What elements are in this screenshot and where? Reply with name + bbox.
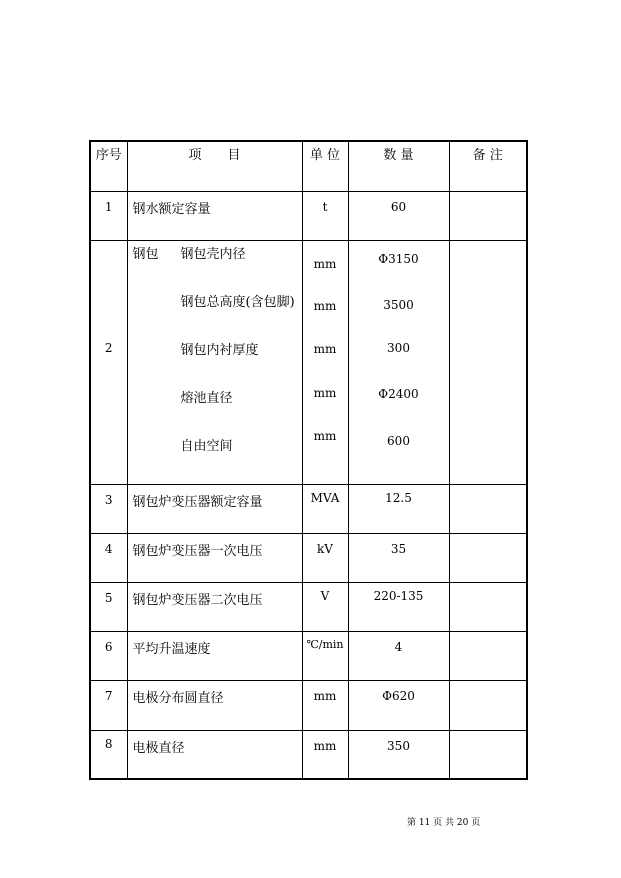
- row-no: 3: [104, 492, 113, 507]
- row-unit: t: [322, 199, 328, 214]
- sub-item-label: 钢包内衬厚度: [180, 342, 259, 358]
- row-no: 4: [104, 541, 113, 556]
- header-qty: 数 量: [348, 141, 449, 191]
- row-no: 6: [104, 639, 113, 654]
- sub-item-unit: mm: [313, 256, 337, 271]
- table-row: [90, 191, 527, 240]
- sub-item-unit: mm: [313, 428, 337, 443]
- sub-item-unit: mm: [313, 341, 337, 356]
- row-unit: V: [320, 588, 330, 603]
- row-qty: 35: [390, 541, 407, 556]
- row-note: [449, 484, 527, 533]
- row-item: 电极分布圆直径: [132, 690, 224, 706]
- table-row: [90, 730, 527, 779]
- table-row: [90, 631, 527, 680]
- sub-item-qty: 300: [387, 340, 410, 355]
- row-qty: 60: [390, 199, 407, 214]
- sub-item-qty: 3500: [383, 297, 414, 312]
- row-item: 钢包炉变压器二次电压: [132, 592, 263, 608]
- row-note: [449, 582, 527, 631]
- sub-item-label: 熔池直径: [180, 390, 233, 406]
- row-item: 平均升温速度: [132, 641, 211, 657]
- row-unit: mm: [313, 688, 337, 703]
- row-item: 钢包炉变压器额定容量: [132, 494, 263, 510]
- page-number: 第 11 页 共 20 页: [407, 818, 481, 828]
- row-item: 钢水额定容量: [132, 201, 211, 217]
- table-row: [90, 533, 527, 582]
- sub-item-qty: 600: [387, 433, 410, 448]
- header-unit: 单 位: [302, 141, 348, 191]
- sub-item-unit: mm: [313, 385, 337, 400]
- row-note: [449, 631, 527, 680]
- row-no: 5: [104, 590, 113, 605]
- row-no: 7: [104, 688, 113, 703]
- row-note: [449, 191, 527, 240]
- sub-item-qty: Φ3150: [378, 251, 419, 266]
- row-qty: Φ620: [382, 688, 415, 703]
- header-note: 备 注: [449, 141, 527, 191]
- sub-item-label: 钢包总高度(含包脚): [180, 294, 295, 310]
- row-item: 电极直径: [132, 740, 185, 756]
- table-row: [90, 240, 527, 484]
- sub-item-unit: mm: [313, 298, 337, 313]
- row-unit: mm: [313, 738, 337, 753]
- row-note: [449, 240, 527, 484]
- sub-item-label: 钢包壳内径: [180, 246, 246, 262]
- row-no: 1: [104, 199, 113, 214]
- table-row: [90, 582, 527, 631]
- row-unit: kV: [317, 541, 333, 556]
- header-item: 项 目: [127, 141, 302, 191]
- parameter-table: [89, 140, 528, 780]
- row-item: 钢包炉变压器一次电压: [132, 543, 263, 559]
- table-header-row: [90, 141, 527, 191]
- row-unit: ℃/min: [306, 637, 344, 651]
- sub-item-label: 自由空间: [180, 438, 233, 454]
- row-qty: 350: [387, 738, 410, 753]
- sub-item-qty: Φ2400: [378, 386, 419, 401]
- row-unit: MVA: [310, 490, 340, 505]
- row-note: [449, 730, 527, 779]
- row-note: [449, 533, 527, 582]
- row-no: 8: [104, 736, 113, 751]
- header-no: 序号: [90, 141, 127, 191]
- ladle-sub-items: [133, 241, 302, 483]
- row-no: 2: [104, 340, 113, 355]
- table-row: [90, 680, 527, 730]
- row-qty: 4: [394, 639, 403, 654]
- row-qty: 12.5: [385, 490, 412, 505]
- table-row: [90, 484, 527, 533]
- row-note: [449, 680, 527, 730]
- row-qty: 220-135: [373, 588, 424, 603]
- row-item: 钢包: [132, 246, 159, 262]
